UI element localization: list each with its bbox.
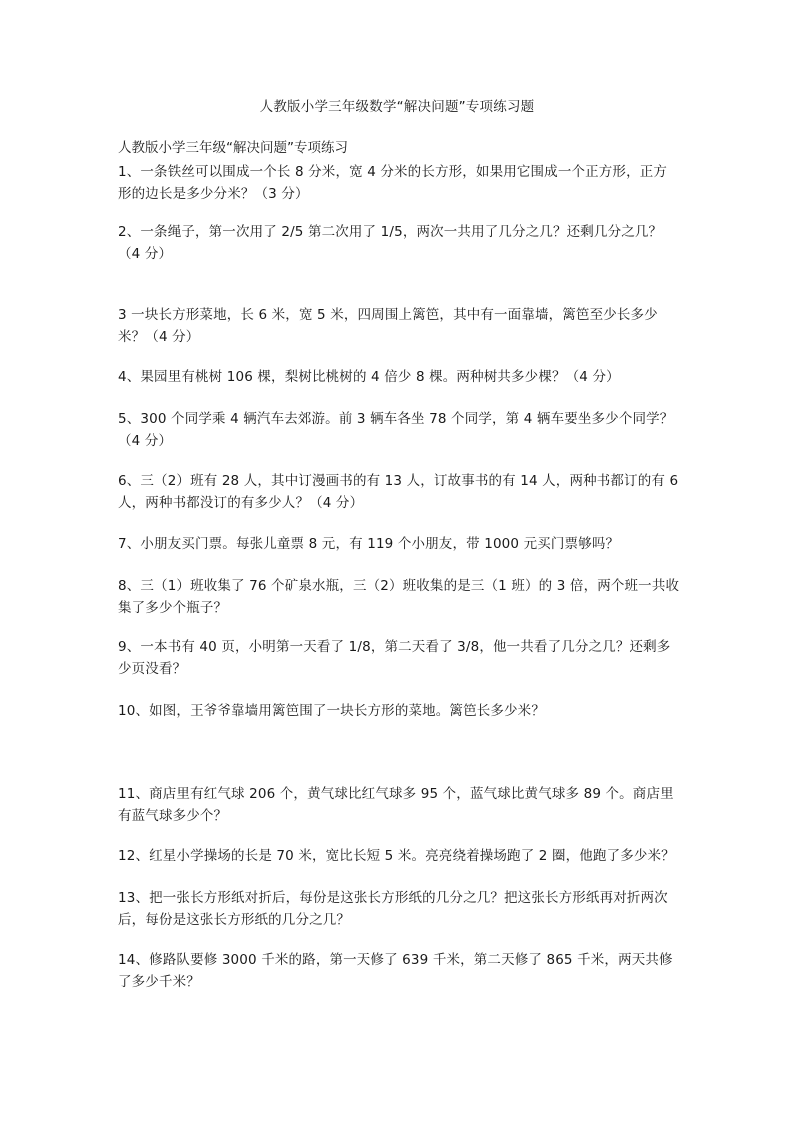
question-7: 7、小朋友买门票。每张儿童票 8 元，有 119 个小朋友，带 1000 元买门票够吗？ [118,536,620,552]
question-5: 5、300 个同学乘 4 辆汽车去郊游。前 3 辆车各坐 78 个同学，第 4 辆车要坐多少个同学？（4 分） [118,411,674,449]
question-10: 10、如图，王爷爷靠墙用篱笆围了一块长方形的菜地。篱笆长多少米？ [118,703,545,719]
document-subtitle: 人教版小学三年级“解决问题”专项练习 [118,140,348,156]
question-8: 8、三（1）班收集了 76 个矿泉水瓶，三（2）班收集的是三（1 班）的 3 倍，两个班一共收集了多少个瓶子？ [118,578,680,616]
question-4: 4、果园里有桃树 106 棵，梨树比桃树的 4 倍少 8 棵。两种树共多少棵？（4 分） [118,369,620,385]
question-2: 2、一条绳子，第一次用了 2/5 第二次用了 1/5，两次一共用了几分之几？还剩几分之几？（4 分） [118,224,663,262]
question-6: 6、三（2）班有 28 人，其中订漫画书的有 13 人，订故事书的有 14 人，两种书都订的有 6 人，两种书都没订的有多少人？（4 分） [118,473,679,511]
question-1: 1、一条铁丝可以围成一个长 8 分米，宽 4 分米的长方形，如果用它围成一个正方形，正方形的边长是多少分米？（3 分） [118,164,668,202]
question-13: 13、把一张长方形纸对折后，每份是这张长方形纸的几分之几？把这张长方形纸再对折两次后，每份是这张长方形纸的几分之几？ [118,890,668,928]
question-11: 11、商店里有红气球 206 个，黄气球比红气球多 95 个，蓝气球比黄气球多 89 个。商店里有蓝气球多少个？ [118,786,674,824]
question-14: 14、修路队要修 3000 千米的路，第一天修了 639 千米，第二天修了 865 千米，两天共修了多少千米？ [118,952,673,990]
document-title: 人教版小学三年级数学“解决问题”专项练习题 [259,99,535,115]
question-3: 3 一块长方形菜地，长 6 米，宽 5 米，四周围上篱笆，其中有一面靠墙，篱笆至少长多少米？（4 分） [118,307,658,345]
question-9: 9、一本书有 40 页，小明第一天看了 1/8，第二天看了 3/8，他一共看了几分之几？还剩多少页没看？ [118,639,671,677]
question-12: 12、红星小学操场的长是 70 米，宽比长短 5 米。亮亮绕着操场跑了 2 圈，他跑了多少米？ [118,848,675,864]
